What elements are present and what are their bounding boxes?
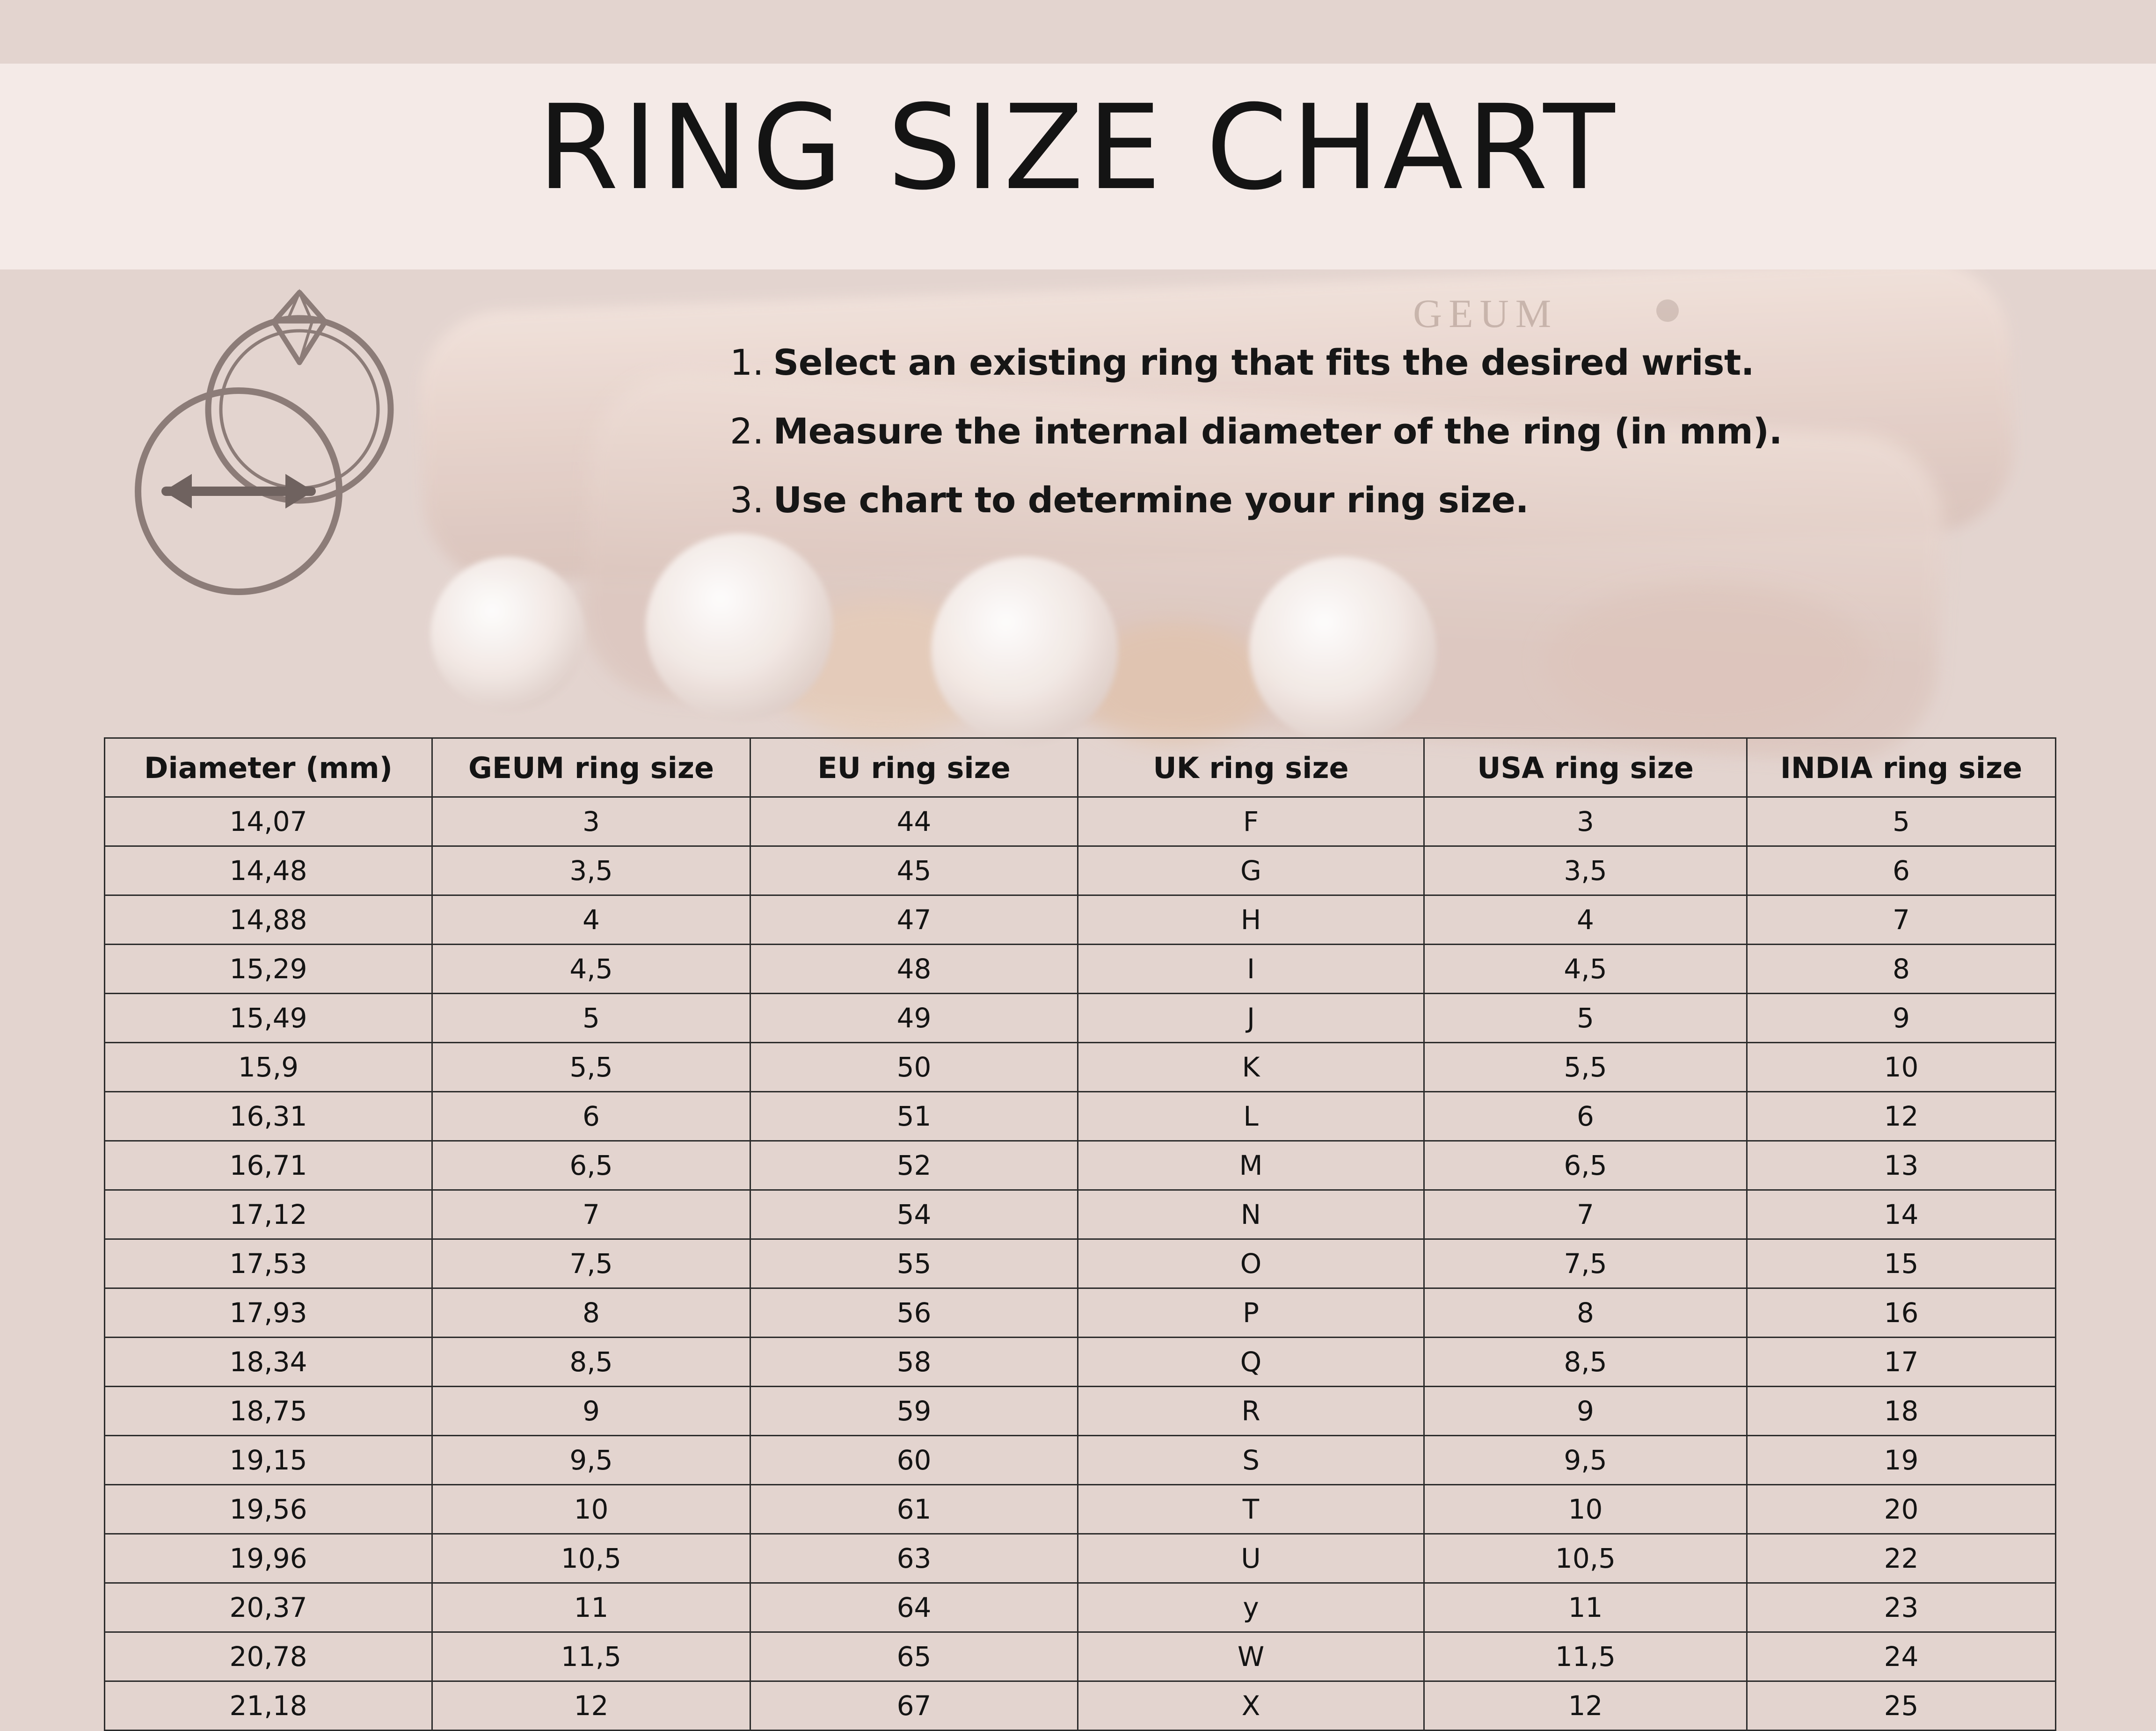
cell-geum: 10 [432, 1485, 750, 1534]
table-row [105, 1239, 2056, 1288]
cell-geum: 5 [432, 994, 750, 1043]
table-row [105, 1387, 2056, 1436]
table-row [105, 1681, 2056, 1731]
cell-diameter: 16,71 [105, 1141, 432, 1190]
cell-geum: 5,5 [432, 1043, 750, 1092]
cell-diameter: 20,78 [105, 1632, 432, 1681]
cell-geum: 11,5 [432, 1632, 750, 1681]
brand-watermark-dot [1656, 299, 1679, 322]
cell-india: 23 [1747, 1583, 2056, 1632]
cell-diameter: 17,93 [105, 1288, 432, 1338]
cell-eu: 59 [750, 1387, 1078, 1436]
table-row [105, 895, 2056, 945]
cell-diameter: 19,96 [105, 1534, 432, 1583]
step-text: Measure the internal diameter of the ring (in mm). [773, 410, 1782, 452]
cell-eu: 67 [750, 1681, 1078, 1731]
cell-eu: 58 [750, 1338, 1078, 1387]
table-row [105, 1534, 2056, 1583]
cell-diameter: 14,07 [105, 797, 432, 846]
cell-india: 9 [1747, 994, 2056, 1043]
column-header-eu: EU ring size [750, 738, 1078, 797]
cell-india: 19 [1747, 1436, 2056, 1485]
cell-eu: 48 [750, 945, 1078, 994]
decorative-gem [1249, 557, 1436, 744]
cell-uk: K [1078, 1043, 1424, 1092]
cell-uk: W [1078, 1632, 1424, 1681]
cell-usa: 4,5 [1424, 945, 1747, 994]
cell-usa: 11 [1424, 1583, 1747, 1632]
cell-diameter: 14,88 [105, 895, 432, 945]
table-row [105, 1043, 2056, 1092]
cell-geum: 4 [432, 895, 750, 945]
cell-uk: S [1078, 1436, 1424, 1485]
cell-geum: 12 [432, 1681, 750, 1731]
table-row [105, 1092, 2056, 1141]
cell-india: 18 [1747, 1387, 2056, 1436]
step-number: 1. [730, 342, 764, 383]
instruction-step [730, 342, 2087, 383]
table-row [105, 1190, 2056, 1239]
cell-india: 7 [1747, 895, 2056, 945]
cell-uk: L [1078, 1092, 1424, 1141]
table-row [105, 1485, 2056, 1534]
cell-diameter: 18,34 [105, 1338, 432, 1387]
cell-uk: M [1078, 1141, 1424, 1190]
column-header-diameter: Diameter (mm) [105, 738, 432, 797]
cell-eu: 54 [750, 1190, 1078, 1239]
cell-india: 5 [1747, 797, 2056, 846]
ring-size-table [104, 737, 2056, 1731]
table-row [105, 1338, 2056, 1387]
cell-diameter: 17,53 [105, 1239, 432, 1288]
instruction-step [730, 479, 2087, 521]
column-header-geum: GEUM ring size [432, 738, 750, 797]
cell-eu: 50 [750, 1043, 1078, 1092]
size-table-container [104, 737, 2055, 1731]
cell-india: 20 [1747, 1485, 2056, 1534]
cell-eu: 63 [750, 1534, 1078, 1583]
cell-geum: 6,5 [432, 1141, 750, 1190]
cell-india: 17 [1747, 1338, 2056, 1387]
cell-uk: R [1078, 1387, 1424, 1436]
decorative-blur [1544, 585, 1872, 739]
cell-india: 13 [1747, 1141, 2056, 1190]
cell-diameter: 19,15 [105, 1436, 432, 1485]
cell-diameter: 15,29 [105, 945, 432, 994]
cell-geum: 3 [432, 797, 750, 846]
cell-usa: 7,5 [1424, 1239, 1747, 1288]
cell-uk: X [1078, 1681, 1424, 1731]
cell-india: 14 [1747, 1190, 2056, 1239]
cell-eu: 64 [750, 1583, 1078, 1632]
cell-diameter: 14,48 [105, 846, 432, 895]
table-row [105, 1632, 2056, 1681]
cell-uk: y [1078, 1583, 1424, 1632]
cell-diameter: 15,9 [105, 1043, 432, 1092]
cell-usa: 6,5 [1424, 1141, 1747, 1190]
cell-india: 16 [1747, 1288, 2056, 1338]
column-header-usa: USA ring size [1424, 738, 1747, 797]
cell-eu: 60 [750, 1436, 1078, 1485]
cell-geum: 3,5 [432, 846, 750, 895]
cell-eu: 51 [750, 1092, 1078, 1141]
table-row [105, 797, 2056, 846]
page-title: RING SIZE CHART [537, 80, 1619, 216]
cell-usa: 7 [1424, 1190, 1747, 1239]
cell-geum: 4,5 [432, 945, 750, 994]
table-row [105, 1288, 2056, 1338]
step-number: 2. [730, 410, 764, 452]
table-row [105, 994, 2056, 1043]
cell-india: 24 [1747, 1632, 2056, 1681]
cell-geum: 8,5 [432, 1338, 750, 1387]
diamond-ring-icon [136, 267, 435, 674]
column-header-uk: UK ring size [1078, 738, 1424, 797]
cell-uk: P [1078, 1288, 1424, 1338]
table-body [105, 797, 2056, 1731]
cell-uk: Q [1078, 1338, 1424, 1387]
cell-diameter: 20,37 [105, 1583, 432, 1632]
cell-geum: 6 [432, 1092, 750, 1141]
cell-geum: 8 [432, 1288, 750, 1338]
decorative-gem [646, 533, 833, 720]
cell-uk: I [1078, 945, 1424, 994]
cell-usa: 6 [1424, 1092, 1747, 1141]
decorative-gem [430, 557, 585, 711]
cell-india: 10 [1747, 1043, 2056, 1092]
cell-india: 22 [1747, 1534, 2056, 1583]
cell-geum: 7,5 [432, 1239, 750, 1288]
cell-uk: G [1078, 846, 1424, 895]
cell-usa: 10 [1424, 1485, 1747, 1534]
table-row [105, 1141, 2056, 1190]
step-text: Use chart to determine your ring size. [773, 479, 1529, 521]
brand-watermark: GEUM [1413, 291, 1558, 336]
cell-eu: 47 [750, 895, 1078, 945]
cell-usa: 5,5 [1424, 1043, 1747, 1092]
cell-uk: J [1078, 994, 1424, 1043]
cell-eu: 61 [750, 1485, 1078, 1534]
cell-usa: 4 [1424, 895, 1747, 945]
cell-india: 15 [1747, 1239, 2056, 1288]
cell-diameter: 15,49 [105, 994, 432, 1043]
cell-geum: 10,5 [432, 1534, 750, 1583]
cell-uk: U [1078, 1534, 1424, 1583]
cell-eu: 49 [750, 994, 1078, 1043]
cell-usa: 3 [1424, 797, 1747, 846]
cell-india: 6 [1747, 846, 2056, 895]
step-number: 3. [730, 479, 764, 521]
cell-uk: H [1078, 895, 1424, 945]
cell-diameter: 19,56 [105, 1485, 432, 1534]
cell-usa: 10,5 [1424, 1534, 1747, 1583]
cell-eu: 55 [750, 1239, 1078, 1288]
cell-usa: 8,5 [1424, 1338, 1747, 1387]
cell-uk: N [1078, 1190, 1424, 1239]
table-header-row [105, 738, 2056, 797]
cell-eu: 65 [750, 1632, 1078, 1681]
cell-usa: 9,5 [1424, 1436, 1747, 1485]
cell-india: 25 [1747, 1681, 2056, 1731]
cell-usa: 5 [1424, 994, 1747, 1043]
cell-geum: 9 [432, 1387, 750, 1436]
instructions-list [730, 342, 2087, 548]
cell-india: 12 [1747, 1092, 2056, 1141]
cell-usa: 9 [1424, 1387, 1747, 1436]
cell-geum: 7 [432, 1190, 750, 1239]
table-row [105, 1436, 2056, 1485]
cell-eu: 56 [750, 1288, 1078, 1338]
cell-uk: F [1078, 797, 1424, 846]
cell-eu: 52 [750, 1141, 1078, 1190]
cell-uk: T [1078, 1485, 1424, 1534]
cell-usa: 12 [1424, 1681, 1747, 1731]
table-row [105, 1583, 2056, 1632]
cell-usa: 3,5 [1424, 846, 1747, 895]
cell-eu: 44 [750, 797, 1078, 846]
cell-eu: 45 [750, 846, 1078, 895]
table-row [105, 945, 2056, 994]
cell-diameter: 21,18 [105, 1681, 432, 1731]
cell-diameter: 17,12 [105, 1190, 432, 1239]
cell-usa: 8 [1424, 1288, 1747, 1338]
cell-usa: 11,5 [1424, 1632, 1747, 1681]
instruction-step [730, 410, 2087, 452]
cell-diameter: 18,75 [105, 1387, 432, 1436]
cell-geum: 9,5 [432, 1436, 750, 1485]
column-header-india: INDIA ring size [1747, 738, 2056, 797]
table-row [105, 846, 2056, 895]
cell-uk: O [1078, 1239, 1424, 1288]
cell-diameter: 16,31 [105, 1092, 432, 1141]
step-text: Select an existing ring that fits the desired wrist. [773, 342, 1755, 383]
cell-geum: 11 [432, 1583, 750, 1632]
decorative-gem [931, 557, 1118, 744]
cell-india: 8 [1747, 945, 2056, 994]
